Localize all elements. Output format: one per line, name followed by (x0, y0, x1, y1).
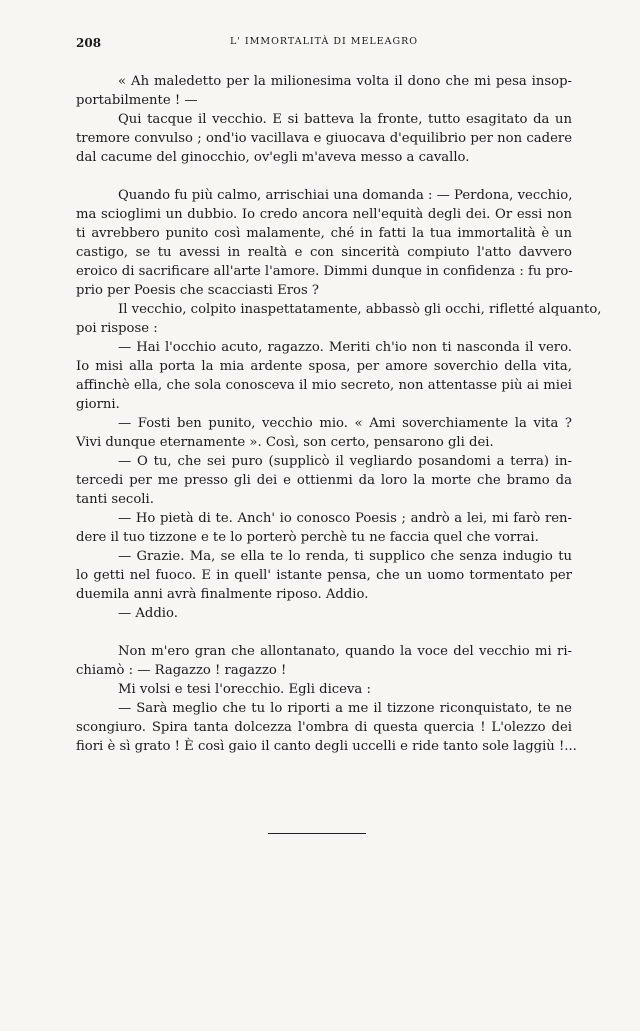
text-line: ti avrebbero punito così malamente, ché in fatti la tua immortalità è un (76, 226, 572, 241)
text-line: — O tu, che sei puro (supplicò il vegliardo posandomi a terra) in- (118, 454, 572, 469)
text-line: — Grazie. Ma, se ella te lo renda, ti supplico che senza indugio tu (118, 549, 572, 564)
paragraph (90, 604, 572, 623)
text-line: castigo, se tu avessi in realtà e con sincerità compiuto l'atto davvero (76, 245, 572, 260)
text-line: fiori è sì grato ! È così gaio il canto degli uccelli e ride tanto sole laggiù !... (76, 739, 577, 754)
page-header (76, 36, 572, 52)
text-line: — Fosti ben punito, vecchio mio. « Ami soverchiamente la vita ? (118, 416, 572, 431)
paragraph (76, 699, 577, 756)
paragraph-gap (90, 167, 572, 186)
text-line: — Hai l'occhio acuto, ragazzo. Meriti ch'io non ti nasconda il vero. (118, 340, 572, 355)
text-line: Io misi alla porta la mia ardente sposa, per amore soverchio della vita, (76, 359, 572, 374)
section-end-rule (268, 833, 366, 834)
paragraph (76, 186, 573, 300)
text-line: chiamò : — Ragazzo ! ragazzo ! (76, 663, 287, 678)
text-line: eroico di sacrificare all'arte l'amore. Dimmi dunque in confidenza : fu pro- (76, 264, 573, 279)
text-line: scongiuro. Spira tanta dolcezza l'ombra di questa quercia ! L'olezzo dei (76, 720, 572, 735)
text-line: « Ah maledetto per la milionesima volta il dono che mi pesa insop- (118, 74, 572, 89)
text-line: Qui tacque il vecchio. E si batteva la fronte, tutto esagitato da un (118, 112, 572, 127)
text-line: prio per Poesis che scacciasti Eros ? (76, 283, 319, 298)
text-line: — Sarà meglio che tu lo riporti a me il tizzone riconquistato, te ne (118, 701, 572, 716)
paragraph (76, 642, 572, 680)
text-line: dal cacume del ginocchio, ov'egli m'aveva messo a cavallo. (76, 150, 470, 165)
paragraph-gap (90, 623, 572, 642)
paragraph (76, 414, 572, 452)
running-title: L' IMMORTALITÀ DI MELEAGRO (229, 36, 419, 47)
text-line: affinchè ella, che sola conosceva il mio secreto, non attentasse più ai miei (76, 378, 572, 393)
paragraph (76, 300, 602, 338)
paragraph (76, 452, 572, 509)
page-body (76, 72, 602, 756)
text-line: duemila anni avrà finalmente riposo. Addio. (76, 587, 369, 602)
text-line: tercedi per me presso gli dei e ottienmi da loro la morte che bramo da (76, 473, 572, 488)
text-line: — Addio. (118, 606, 178, 621)
text-line: poi rispose : (76, 321, 158, 336)
text-line: dere il tuo tizzone e te lo porterò perchè tu ne faccia quel che vorrai. (76, 530, 539, 545)
text-line: tremore convulso ; ond'io vacillava e giuocava d'equilibrio per non cadere (76, 131, 572, 146)
text-line: Non m'ero gran che allontanato, quando la voce del vecchio mi ri- (118, 644, 572, 659)
text-line: portabilmente ! — (76, 93, 198, 108)
paragraph (76, 547, 572, 604)
text-line: Mi volsi e tesi l'orecchio. Egli diceva : (118, 682, 371, 697)
paragraph (76, 72, 572, 110)
page-number: 208 (76, 36, 102, 50)
text-line: Quando fu più calmo, arrischiai una domanda : — Perdona, vecchio, (118, 188, 573, 203)
paragraph (76, 509, 572, 547)
text-line: ma scioglimi un dubbio. Io credo ancora nell'equità degli dei. Or essi non (76, 207, 572, 222)
paragraph (90, 680, 572, 699)
text-line: giorni. (76, 397, 120, 412)
text-line: lo getti nel fuoco. E in quell' istante pensa, che un uomo tormentato per (76, 568, 572, 583)
paragraph (76, 338, 572, 414)
text-line: — Ho pietà di te. Anch' io conosco Poesis ; andrò a lei, mi farò ren- (118, 511, 572, 526)
text-line: tanti secoli. (76, 492, 154, 507)
paragraph (76, 110, 572, 167)
text-line: Il vecchio, colpito inaspettatamente, abbassò gli occhi, rifletté alquanto, (118, 302, 602, 317)
text-line: Vivi dunque eternamente ». Così, son certo, pensarono gli dei. (76, 435, 494, 450)
